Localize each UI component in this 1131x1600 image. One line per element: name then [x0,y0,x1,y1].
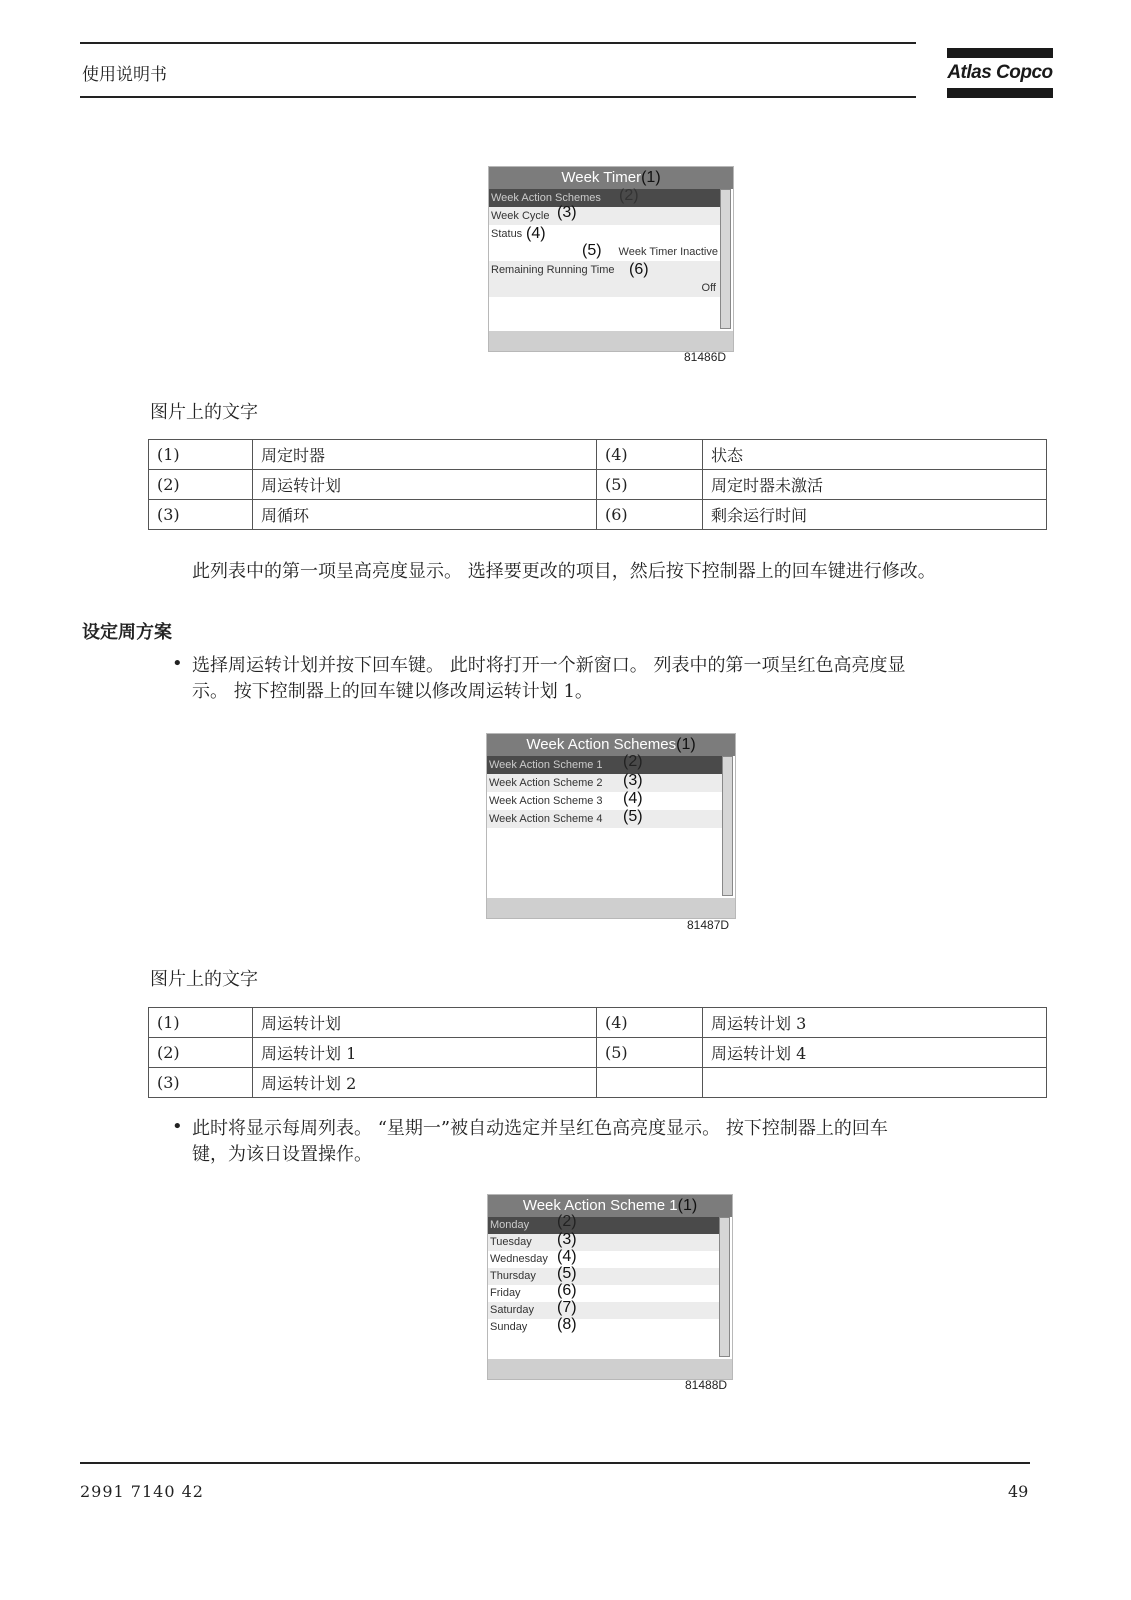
day-row-thursday: Thursday (5) [488,1268,719,1285]
week-action-schemes-screen [486,733,736,919]
menu-row-remaining-running-time: Remaining Running Time (6) [489,261,720,279]
table-row: (2) 周运转计划 1 (5) 周运转计划 4 [149,1038,1047,1068]
legend-table-1 [148,439,1047,530]
scrollbar [719,1217,730,1357]
document-title: 使用说明书 [82,65,167,85]
menu-row-scheme-4: Week Action Scheme 4 (5) [487,810,722,828]
table-row: (3) 周循环 (6) 剩余运行时间 [149,500,1047,530]
day-row-saturday: Saturday (7) [488,1302,719,1319]
table-row: (1) 周运转计划 (4) 周运转计划 3 [149,1008,1047,1038]
day-row-tuesday: Tuesday (3) [488,1234,719,1251]
screen-title: Week Action Scheme 1(1) [488,1195,732,1217]
day-row-friday: Friday (6) [490,1282,577,1299]
table-row: (1) 周定时器 (4) 状态 [149,440,1047,470]
table-row: (2) 周运转计划 (5) 周定时器未激活 [149,470,1047,500]
day-row-wednesday: Wednesday (4) [490,1248,577,1265]
week-action-scheme-1-screen [487,1194,733,1380]
menu-row-scheme-3: Week Action Scheme 3 (4) [489,790,643,807]
screen-title: Week Action Schemes(1) [487,734,735,756]
scrollbar [720,189,731,329]
section-heading: 设定周方案 [82,622,172,643]
day-row-sunday: Sunday (8) [490,1316,577,1333]
menu-row-week-action-schemes: Week Action Schemes (2) [489,189,720,207]
figure-id: 81487D [687,918,730,932]
header-rule-top [80,42,916,44]
caption: 图片上的文字 [150,969,258,990]
screen-footer-bar [488,1359,732,1379]
menu-row-scheme-1: Week Action Scheme 1 (2) [487,756,722,774]
scrollbar [722,756,733,896]
figure-id: 81486D [684,350,727,364]
page-number: 49 [1008,1482,1029,1501]
legend-table-2 [148,1007,1047,1098]
caption: 图片上的文字 [150,402,258,423]
screen-title: Week Timer(1) [489,167,733,189]
screen-footer-bar [487,898,735,918]
day-row-monday: Monday (2) [488,1217,719,1234]
menu-row-scheme-2: Week Action Scheme 2 (3) [487,774,722,792]
document-number: 2991 7140 42 [80,1482,204,1501]
header-rule-bottom [80,96,916,98]
paragraph: 此列表中的第一项呈高亮度显示。 选择要更改的项目，然后按下控制器上的回车键进行修改。 [192,561,936,582]
menu-row-week-cycle: Week Cycle (3) [489,207,720,225]
table-row: (3) 周运转计划 2 [149,1068,1047,1098]
screen-footer-bar [489,331,733,351]
menu-row-status-value: (5) Week Timer Inactive [582,242,718,259]
footer-rule [80,1462,1030,1464]
menu-row-remaining-value: Off [489,279,720,297]
menu-row-status: Status (4) [491,225,546,242]
week-timer-screen [488,166,734,352]
atlas-copco-logo: Atlas Copco [947,48,1053,98]
figure-id: 81488D [685,1378,728,1392]
